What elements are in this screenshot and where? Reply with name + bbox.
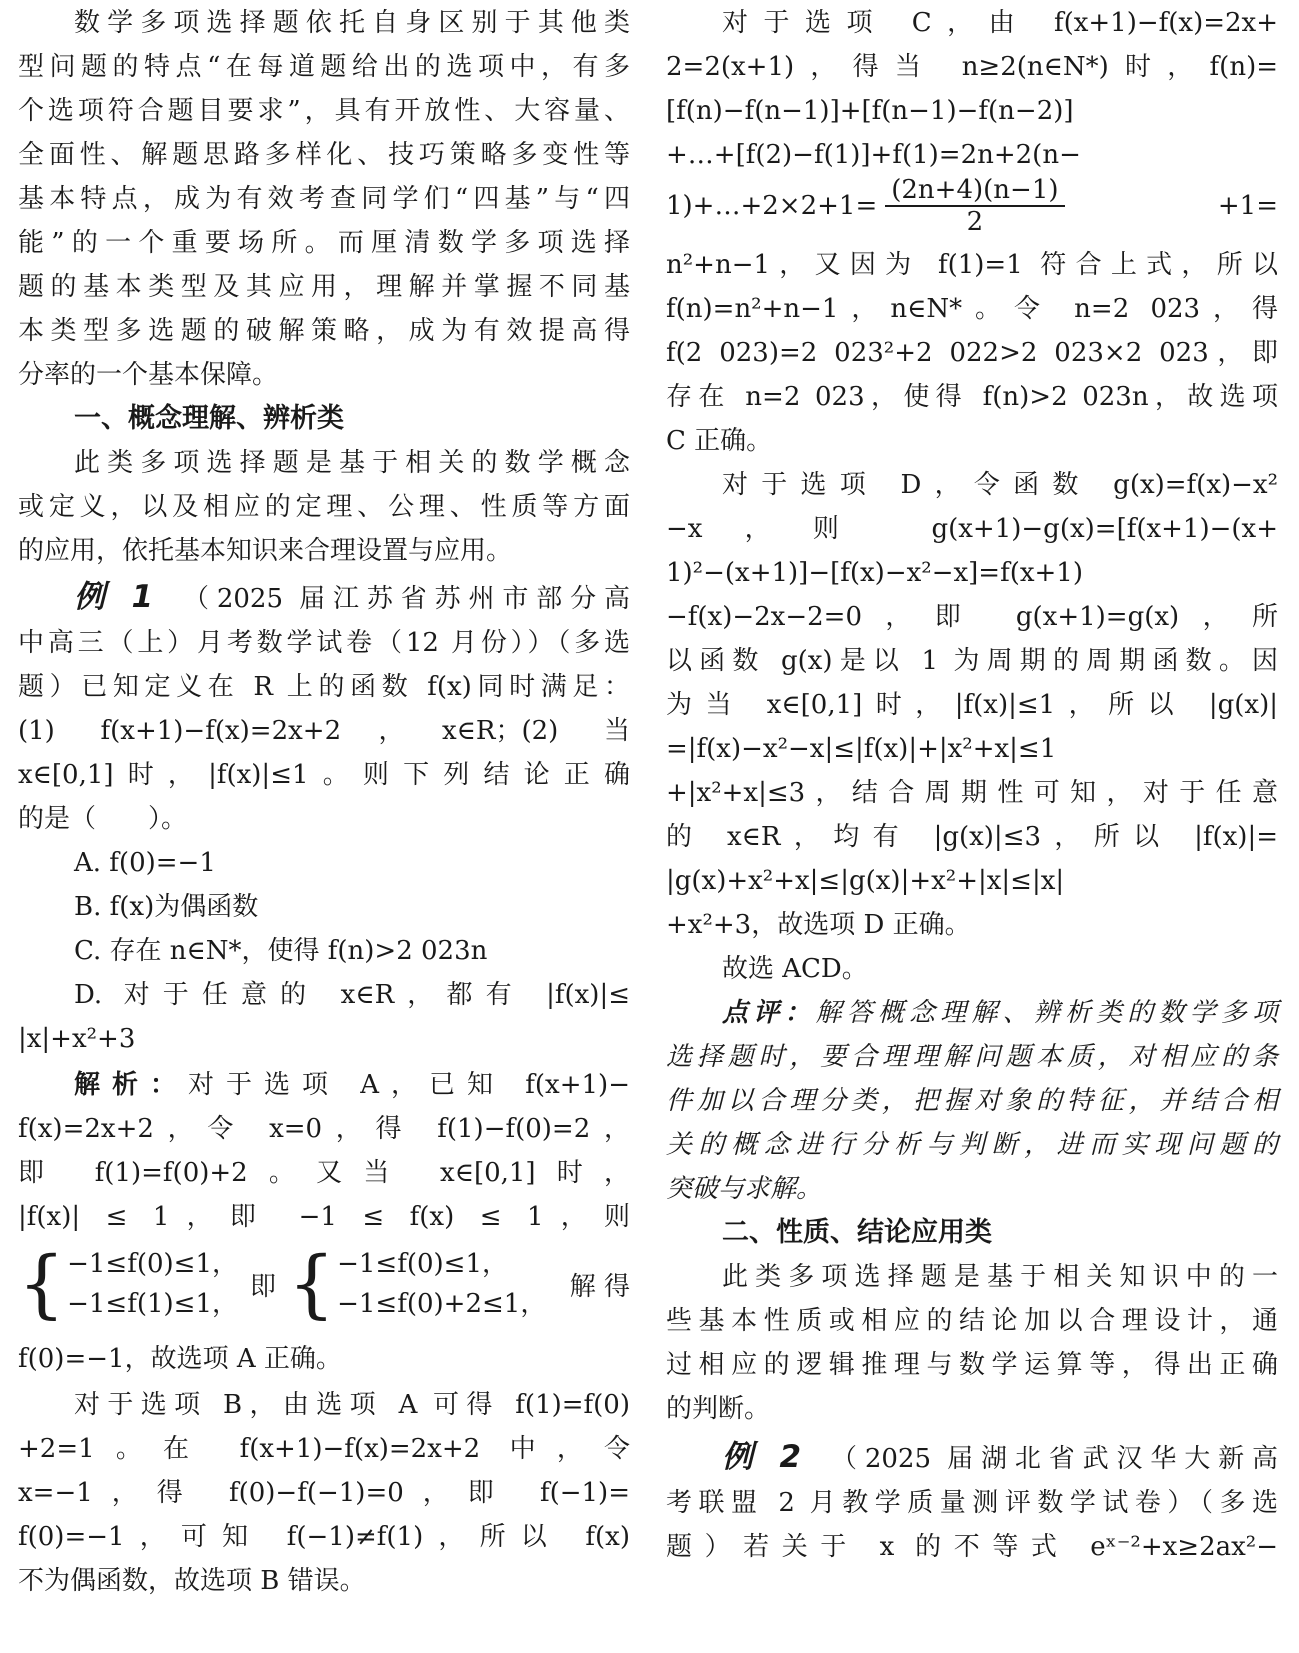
example-line: x∈[0,1]时，|f(x)|≤1。则下列结论正确 — [18, 760, 630, 790]
system-row: −1≤f(0)≤1， — [337, 1249, 509, 1279]
analysis-line: f(0)=−1，故选项 A 正确。 — [18, 1344, 342, 1374]
analysis-text: 对于选项 A，已知 f(x+1)− — [188, 1070, 630, 1100]
analysis-line: 对于选项 B，由选项 A 可得 f(1)=f(0) — [74, 1390, 630, 1420]
analysis-line: f(0)=−1，可知 f(−1)≠f(1)，所以 f(x) — [18, 1522, 630, 1552]
section-text-line: 或定义，以及相应的定理、公理、性质等方面 — [18, 492, 630, 522]
solution-line: +|x²+x|≤3，结合周期性可知，对于任意 — [666, 778, 1278, 808]
solution-line: 的 x∈R，均有 |g(x)|≤3，所以 |f(x)|= — [666, 822, 1278, 852]
analysis-first-line — [18, 1062, 630, 1108]
system-connector: 即 — [250, 1271, 277, 1302]
comment-text: 解答概念理解、辨析类的数学多项 — [815, 998, 1278, 1028]
comment-label: 点评： — [722, 998, 816, 1028]
section-text-line: 的应用，依托基本知识来合理设置与应用。 — [18, 536, 513, 566]
example-line: 中高三（上）月考数学试卷（12 月份））（多选 — [18, 628, 630, 658]
solution-line: −f(x)−2x−2=0，即 g(x+1)=g(x)，所 — [666, 602, 1278, 632]
system-row: −1≤f(1)≤1， — [67, 1289, 238, 1319]
option-c: C. 存在 n∈N*，使得 f(n)>2 023n — [74, 936, 488, 966]
option-d: D. 对于任意的 x∈R，都有 |f(x)|≤ — [74, 980, 630, 1010]
comment-line: 选择题时，要合理理解问题本质，对相应的条 — [666, 1042, 1278, 1072]
section-heading: 一、概念理解、辨析类 — [74, 403, 344, 434]
intro-line: 个选项符合题目要求”，具有开放性、大容量、 — [18, 96, 630, 126]
solution-line: 1)²−(x+1)]−[f(x)−x²−x]=f(x+1) — [666, 558, 1083, 588]
solution-line: 以函数 g(x)是以 1 为周期的周期函数。因 — [666, 646, 1278, 676]
analysis-line: |f(x)| ≤ 1，即 −1 ≤ f(x) ≤ 1，则 — [18, 1202, 630, 1232]
example-label: 例 2 — [722, 1439, 802, 1475]
solution-line: f(n)=n²+n−1，n∈N*。令 n=2 023，得 — [666, 294, 1278, 324]
solution-line: 2=2(x+1)，得当 n≥2(n∈N*)时，f(n)= — [666, 52, 1278, 82]
analysis-line: f(x)=2x+2，令 x=0，得 f(1)−f(0)=2， — [18, 1114, 630, 1144]
solution-line: 对于选项 C，由 f(x+1)−f(x)=2x+ — [722, 8, 1278, 38]
analysis-line: 不为偶函数，故选项 B 错误。 — [18, 1566, 366, 1596]
section-text-line: 此类多项选择题是基于相关知识中的一 — [722, 1262, 1278, 1292]
example-line: 考联盟 2 月教学质量测评数学试卷）（多选 — [666, 1488, 1278, 1518]
analysis-line: 即 f(1)=f(0)+2。又当 x∈[0,1]时， — [18, 1158, 630, 1188]
solution-line: +x²+3，故选项 D 正确。 — [666, 910, 971, 940]
solution-line: =|f(x)−x²−x|≤|f(x)|+|x²+x|≤1 — [666, 734, 1057, 764]
analysis-line: +2=1。在 f(x+1)−f(x)=2x+2 中，令 — [18, 1434, 630, 1464]
intro-line: 分率的一个基本保障。 — [18, 360, 279, 390]
example2-first-line — [666, 1434, 1278, 1480]
intro-line: 数学多项选择题依托自身区别于其他类 — [74, 8, 630, 38]
fraction — [885, 175, 1064, 237]
answer-line: 故选 ACD。 — [722, 954, 868, 984]
option-d-continued: |x|+x²+3 — [18, 1024, 136, 1054]
system-row: −1≤f(0)≤1， — [67, 1249, 238, 1279]
solution-line: n²+n−1，又因为 f(1)=1 符合上式，所以 — [666, 250, 1278, 280]
intro-line: 题的基本类型及其应用，理解并掌握不同基 — [18, 272, 630, 302]
left-brace-icon: { — [18, 1241, 66, 1327]
fraction-denominator: 2 — [966, 207, 984, 237]
solution-line: 对于选项 D，令函数 g(x)=f(x)−x² — [722, 470, 1278, 500]
fraction-prefix: 1)+…+2×2+1= — [666, 191, 878, 221]
equation-system — [18, 1238, 630, 1330]
comment-first-line — [666, 990, 1278, 1036]
left-brace-icon: { — [288, 1241, 336, 1327]
analysis-label: 解析： — [74, 1070, 188, 1100]
intro-line: 全面性、解题思路多样化、技巧策略多变性等 — [18, 140, 630, 170]
solution-line: f(2 023)=2 023²+2 022>2 023×2 023，即 — [666, 338, 1278, 368]
section-text-line: 此类多项选择题是基于相关的数学概念 — [74, 448, 630, 478]
analysis-line: x=−1，得 f(0)−f(−1)=0，即 f(−1)= — [18, 1478, 630, 1508]
comment-line: 关的概念进行分析与判断，进而实现问题的 — [666, 1130, 1278, 1160]
fraction-suffix: +1= — [1217, 191, 1278, 221]
intro-line: 基本特点，成为有效考查同学们“四基”与“四 — [18, 184, 630, 214]
intro-line: 型问题的特点“在每道题给出的选项中，有多 — [18, 52, 630, 82]
solution-line: 为当 x∈[0,1]时，|f(x)|≤1，所以 |g(x)| — [666, 690, 1278, 720]
solution-line: −x，则 g(x+1)−g(x)=[f(x+1)−(x+ — [666, 514, 1278, 544]
example-text: （2025 届湖北省武汉华大新高 — [823, 1444, 1278, 1474]
example-line: 题）若关于 x 的不等式 eˣ⁻²+x≥2ax²− — [666, 1532, 1278, 1562]
solution-line: |g(x)+x²+x|≤|g(x)|+x²+|x|≤|x| — [666, 866, 1065, 896]
system-first — [67, 1244, 238, 1324]
solution-line: 存在 n=2 023，使得 f(n)>2 023n，故选项 — [666, 382, 1278, 412]
system-row: −1≤f(0)+2≤1， — [337, 1289, 547, 1319]
example-label: 例 1 — [74, 579, 154, 615]
section-heading: 二、性质、结论应用类 — [722, 1217, 992, 1248]
intro-line: 本类型多选题的破解策略，成为有效提高得 — [18, 316, 630, 346]
example1-first-line — [18, 574, 630, 620]
option-a: A. f(0)=−1 — [74, 848, 216, 878]
section-text-line: 的判断。 — [666, 1394, 771, 1424]
section-text-line: 过相应的逻辑推理与数学运算等，得出正确 — [666, 1350, 1278, 1380]
system-second — [337, 1244, 546, 1324]
intro-line: 能”的一个重要场所。而厘清数学多项选择 — [18, 228, 630, 258]
system-tail: 解 得 — [569, 1271, 630, 1302]
example-line: (1) f(x+1)−f(x)=2x+2，x∈R；(2) 当 — [18, 716, 630, 746]
example-line: 的是（ ）。 — [18, 804, 188, 834]
option-b: B. f(x)为偶函数 — [74, 892, 259, 922]
example-line: 题）已知定义在 R 上的函数 f(x)同时满足： — [18, 672, 630, 702]
example-text: （2025 届江苏省苏州市部分高 — [175, 584, 630, 614]
comment-line: 件加以合理分类，把握对象的特征，并结合相 — [666, 1086, 1278, 1116]
fraction-line — [666, 175, 1278, 237]
solution-line: [f(n)−f(n−1)]+[f(n−1)−f(n−2)] — [666, 96, 1074, 126]
fraction-numerator: (2n+4)(n−1) — [885, 175, 1064, 207]
solution-line: C 正确。 — [666, 426, 773, 456]
comment-line: 突破与求解。 — [666, 1174, 823, 1204]
solution-line: +…+[f(2)−f(1)]+f(1)=2n+2(n− — [666, 140, 1081, 170]
section-text-line: 些基本性质或相应的结论加以合理设计，通 — [666, 1306, 1278, 1336]
